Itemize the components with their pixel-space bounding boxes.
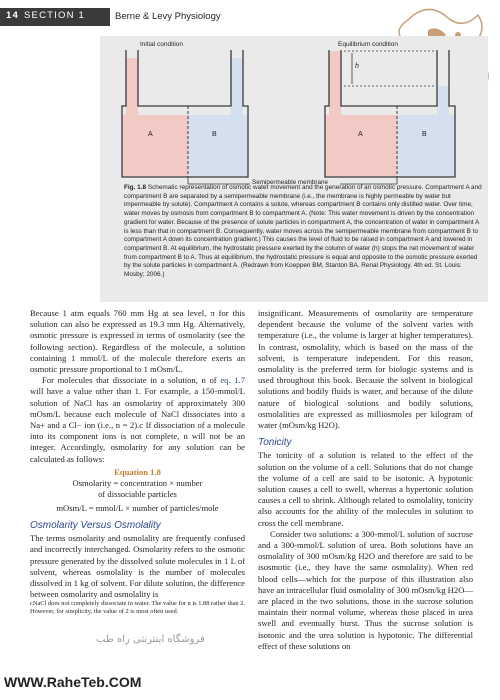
figure-number: Fig. 1.8 [124,184,147,191]
membrane-label: Semipermeable membrane [252,179,328,186]
left-paragraph-1: Because 1 atm equals 760 mm Hg at sea level, π for this solution can also be expressed as 19.3 mm Hg. Alternatively, osmotic pressure is expressed in terms of osmolarity (see the following section). Regardless of the molecule, a solution containing 1 mmol/L of the molecule therefore exerts an osmotic pressure proportional to 1 mOsm/L. [30,308,245,375]
initial-condition-label: Initial condition [140,41,183,48]
section-heading-tonicity: Tonicity [258,437,292,449]
left-column [30,308,245,616]
equation-line-1: Osmolarity = concentration × number [72,478,203,489]
label-b-initial: B [212,131,217,138]
right-paragraph-2: The tonicity of a solution is related to the effect of the solution on the volume of a cell. Solutions that do not change the volume of a cell are said to be isotonic. A hypotonic solution causes a cell to swell, whereas a hypertonic solution causes a cell to shrink. Although related to osmolality, tonicity also accounts for the ability of the molecules in solution to cross the cell membrane. [258,450,473,528]
watermark-url: WWW.RaheTeb.COM [4,674,142,690]
compartment-a-fluid-eq [325,115,397,177]
left-paragraph-3: The terms osmolarity and osmolality are frequently confused and incorrectly interchanged. Osmolarity refers to the osmotic pressure generated by the dissolved solute molecules in 1 L of solvent, whereas osmolality is the number of molecules dissolved in 1 kg of solvent. For dilute solution, the difference between osmolarity and osmolality is [30,533,245,600]
label-a-initial: A [148,131,153,138]
equation-line-2: of dissociable particles [98,489,177,500]
label-b-equilibrium: B [422,131,427,138]
tube-a-fluid [126,58,138,115]
figure-caption [124,184,484,280]
right-paragraph-1: insignificant. Measurements of osmolarity are temperature dependent because the volume of the solvent varies with temperature (i.e., the volume is larger at higher temperatures). In contrast, osmolality, which is based on the mass of the solvent, is temperature independent. For this reason, osmolality is the preferred term for biologic systems and is used throughout this book. Because the solvent in biological solutions and bodily fluids is water, and because of the dilute nature of biological solutions and bodily solutions, osmolalities are expressed as milliosmoles per kilogram of water (mOsm/kg H2O). [258,308,473,431]
compartment-a-fluid [122,115,188,177]
tube-b-fluid [231,58,243,115]
watermark-persian-text: فروشگاه اینترنتی راه طب [96,634,205,645]
page-number: 14 [6,10,19,21]
equation-reference-link[interactable]: eq. 1.7 [220,375,245,386]
compartment-b-fluid-eq [397,115,455,177]
osmosis-diagram [100,36,488,186]
tube-a-fluid-eq [329,51,341,115]
initial-apparatus [122,50,248,177]
equilibrium-condition-label: Equilibrium condition [338,41,398,48]
left-paragraph-2: For molecules that dissociate in a solution, n of eq. 1.7 will have a value other than 1. For example, a 150-mmol/L solution of NaCl has an osmolarity of approximately 300 mOsm/L because each molecule of NaCl dissociates into a Na+ and a Cl− ion (i.e., n = 2).c If dissociation of a molecule into its component ions is not complete, n will not be an integer. Accordingly, osmolarity for any solution can be calculated as follows: [30,375,245,464]
caption-text: Schematic representation of osmotic water movement and the generation of an osmotic pressure. Compartment A and compartment B are separated by a semipermeable membrane (i.e., the membrane is highly permeable by water but impermeable by solute). Compartment A contains a solute, whereas compartment B contains only distilled water. Over time, water moves by osmosis from compartment B to compartment A. (Note: This water movement is driven by the concentration gradient for water. Because of the presence of solute particles in compartment A, the concentration of water in compartment A is less than that in compartment B. Consequently, water moves across the semipermeable membrane from compartment B to compartment A down its concentration gradient.) This causes the level of fluid to be raised in compartment A and lowered in compartment B. At equilibrium, the hydrostatic pressure exerted by the column of water (h) stops the net movement of water from compartment B to A. Thus at equilibrium, the hydrostatic pressure is equal and opposite to the osmotic pressure exerted by the solute particles in compartment A. (Redrawn from Koeppen BM, Stanton BA. Renal Physiology. 4th ed. St. Louis: Mosby; 2006.) [124,184,482,279]
section-heading-osmolarity: Osmolarity Versus Osmolality [30,520,161,532]
book-title: Berne & Levy Physiology [115,11,221,22]
section-label: SECTION 1 [24,10,85,21]
equilibrium-apparatus [325,50,455,177]
footnote: cNaCl does not completely dissociate in water. The value for n is 1.88 rather than 2. However, for simplicity, the value of 2 is most often used. [30,600,245,616]
label-a-equilibrium: A [358,131,363,138]
tube-b-fluid-eq [437,86,449,115]
equation-line-3: mOsm/L = mmol/L × number of particles/mole [56,503,219,514]
equation-title: Equation 1.8 [114,466,161,477]
right-paragraph-3: Consider two solutions: a 300-mmol/L solution of sucrose and a 300-mmol/L solution of urea. Both solutions have an osmolality of 300 mOsm/kg H2O and therefore are said to be isosmotic (i.e., they have the same osmolality). When red blood cells—which for the purpose of this illustration also have an intracellular fluid osmolality of 300 mOsm/kg H2O—are placed in the two solutions, those in the sucrose solution maintain their normal volume, whereas those placed in urea swell and eventually burst. Thus the sucrose solution is isotonic and the urea solution is hypotonic. The differential effect of these solutions on [258,528,473,651]
section-bar [0,8,110,26]
compartment-b-fluid [188,115,248,177]
label-h: h [355,63,359,70]
right-column [258,308,473,652]
watermark [0,628,230,700]
